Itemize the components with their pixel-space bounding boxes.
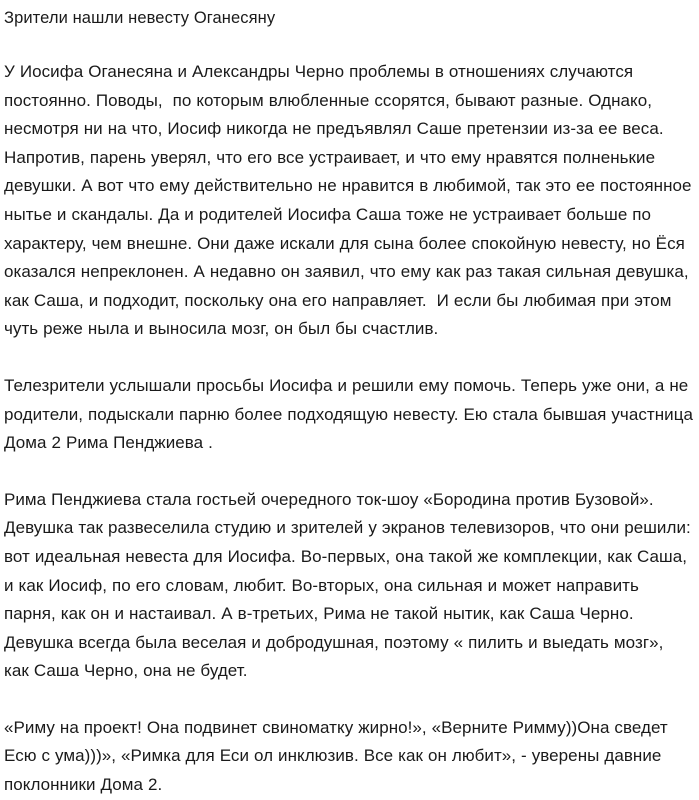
article-paragraph: У Иосифа Оганесяна и Александры Черно проблемы в отношениях случаются постоянно. Поводы, по которым влюбленные ссорятся, бывают разные. Однако, несмотря ни на что, Иосиф никогда не предъявлял Саше претензии из-за ее веса. Напротив, парень уверял, что его все устраивает, и что ему нравятся полненькие девушки. А вот что ему действительно не нравится в любимой, так это ее постоянное нытье и скандалы. Да и родителей Иосифа Саша тоже не устраивает больше по характеру, чем внешне. Они даже искали для сына более спокойную невесту, но Ёся оказался непреклонен. А недавно он заявил, что ему как раз такая сильная девушка, как Саша, и подходит, поскольку она его направляет. И если бы любимая при этом чуть реже ныла и выносила мозг, он был бы счастлив. bbox=[4, 62, 697, 339]
article-body bbox=[4, 58, 698, 800]
page-title: Зрители нашли невесту Оганесяну bbox=[4, 9, 276, 27]
article-paragraph: Рима Пенджиева стала гостьей очередного ток-шоу «Бородина против Бузовой». Девушка так развеселила студию и зрителей у экранов телевизоров, что они решили: вот идеальная невеста для Иосифа. Во-первых, она такой же комплекции, как Саша, и как Иосиф, по его словам, любит. Во-вторых, она сильная и может направить парня, как он и настаивал. А в-третьих, Рима не такой нытик, как Саша Черно. Девушка всегда была веселая и добродушная, поэтому « пилить и выедать мозг», как Саша Черно, она не будет. bbox=[4, 489, 696, 681]
article-paragraph: Телезрители услышали просьбы Иосифа и решили ему помочь. Теперь уже они, а не родители, подыскали парню более подходящую невесту. Ею стала бывшая участница Дома 2 Рима Пенджиева . bbox=[4, 375, 698, 453]
article-paragraph: «Риму на проект! Она подвинет свиноматку жирно!», «Верните Римму))Она сведет Есю с ума)))», «Римка для Еси ол инклюзив. Все как он любит», - уверены давние поклонники Дома 2. bbox=[4, 717, 673, 795]
